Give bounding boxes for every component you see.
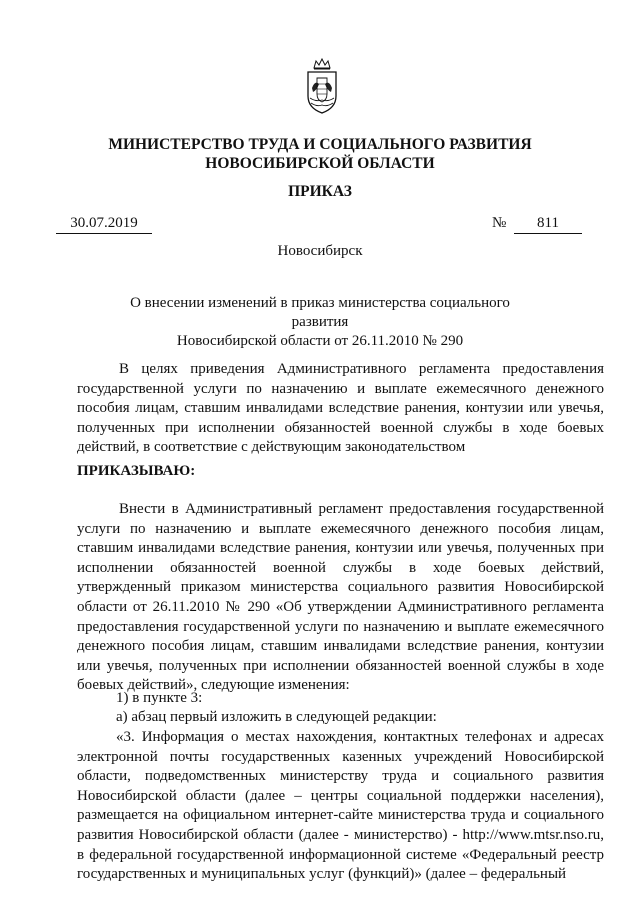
list-item: а) абзац первый изложить в следующей редакции:: [116, 709, 437, 725]
subject-line-1: О внесении изменений в приказ министерства социального развития: [130, 295, 510, 330]
order-subject: [110, 294, 530, 351]
city: Новосибирск: [277, 243, 363, 259]
list-item: 1) в пункте 3:: [116, 690, 203, 706]
order-number: 811: [514, 215, 582, 234]
main-paragraph: Внести в Административный регламент предоставления государственной услуги по назначению и выплате ежемесячного денежного пособия лицам, ставшим инвалидами вследствие ранения, контузии или увечья, полученных при исполнении обязанностей военной службы в ходе боевых действий, утвержденный приказом министерства социального развития Новосибирской области от 26.11.2010 № 290 «Об утверждении Административного регламента предоставления государственной услуги по назначению и выплате ежемесячного денежного пособия лицам, ставшим инвалидами вследствие ранения, контузии или увечья, полученных при исполнении обязанностей военной службы в ходе боевых действий», следующие изменения:: [77, 501, 604, 694]
ministry-line-1: МИНИСТЕРСТВО ТРУДА И СОЦИАЛЬНОГО РАЗВИТИЯ: [108, 136, 532, 153]
coat-of-arms-emblem: [302, 58, 342, 116]
number-label: №: [492, 215, 507, 231]
ministry-name: [40, 135, 600, 173]
quoted-paragraph: «3. Информация о местах нахождения, контактных телефонах и адресах электронной почты государственных казенных учреждений Новосибирской области, подведомственных министерству труда и социального развития Новосибирской области (далее – центры социальной поддержки населения), размещается на официальном интернет-сайте министерства труда и социального развития Новосибирской области (далее - министерство) - http://www.mtsr.nso.ru, в федеральной государственной информационной системе «Федеральный реестр государственных и муниципальных услуг (функций)» (далее – федеральный: [77, 729, 604, 883]
preamble-paragraph: В целях приведения Административного регламента предоставления государственной услуги по назначению и выплате ежемесячного денежного пособия лицам, ставшим инвалидами вследствие ранения, контузии или увечья, полученных при исполнении обязанностей военной службы в ходе боевых действий, в соответствие с действующим законодательством: [77, 361, 604, 456]
orders-heading: ПРИКАЗЫВАЮ:: [77, 463, 196, 479]
ministry-line-2: НОВОСИБИРСКОЙ ОБЛАСТИ: [205, 155, 435, 172]
order-title: ПРИКАЗ: [288, 183, 352, 200]
order-date: 30.07.2019: [56, 215, 152, 234]
subject-line-2: Новосибирской области от 26.11.2010 № 290: [176, 333, 464, 349]
